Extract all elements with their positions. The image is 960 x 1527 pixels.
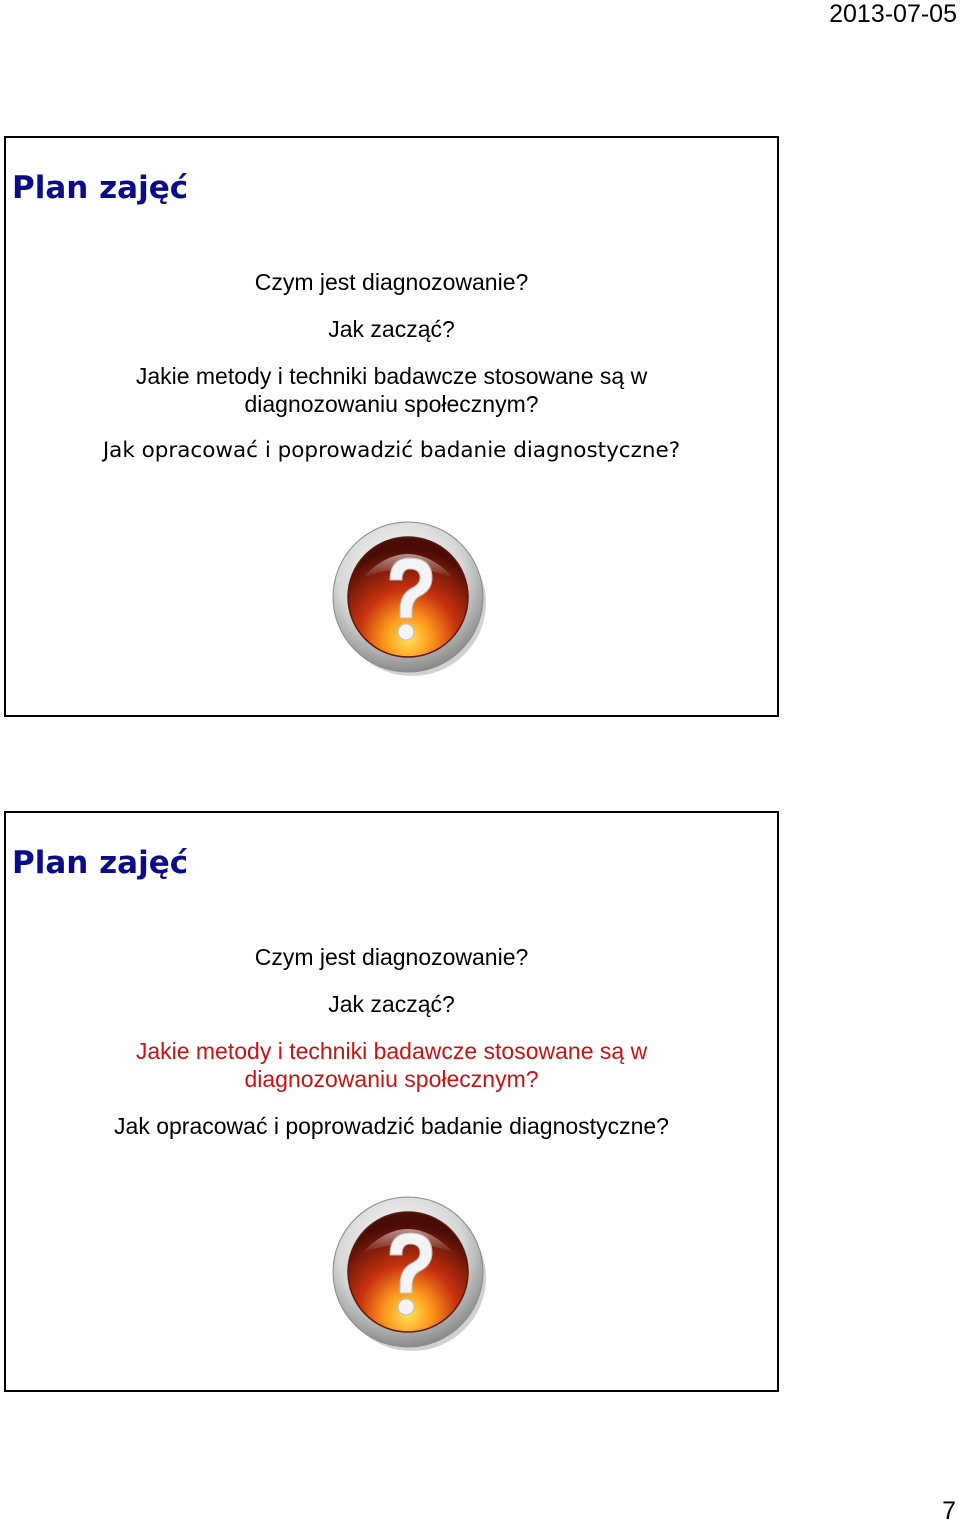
agenda-item: Jak opracować i poprowadzić badanie diagnostyczne? — [114, 1113, 669, 1139]
slide-1 — [4, 136, 779, 717]
agenda-item: Czym jest diagnozowanie? — [254, 944, 529, 970]
question-mark-icon — [332, 1195, 488, 1353]
slide-2 — [4, 811, 779, 1392]
agenda-item: Jak zacząć? — [328, 316, 455, 342]
agenda-list — [6, 943, 777, 1140]
slide-title: Plan zajęć — [12, 170, 189, 206]
page-number: 7 — [942, 1497, 956, 1525]
agenda-item: Czym jest diagnozowanie? — [254, 269, 529, 295]
page-date: 2013-07-05 — [829, 0, 957, 28]
agenda-item-highlighted — [6, 1037, 777, 1093]
agenda-item — [6, 362, 777, 418]
agenda-item-text: Jakie metody i techniki badawcze stosowane są w diagnozowaniu społecznym? — [135, 1038, 648, 1092]
agenda-item: Jak opracować i poprowadzić badanie diagnostyczne? — [102, 438, 681, 463]
agenda-item: Jak zacząć? — [328, 991, 455, 1017]
agenda-list — [6, 268, 777, 465]
slide-title: Plan zajęć — [12, 845, 189, 881]
question-mark-icon — [332, 520, 488, 678]
agenda-item-text: Jakie metody i techniki badawcze stosowane są w diagnozowaniu społecznym? — [135, 363, 648, 417]
